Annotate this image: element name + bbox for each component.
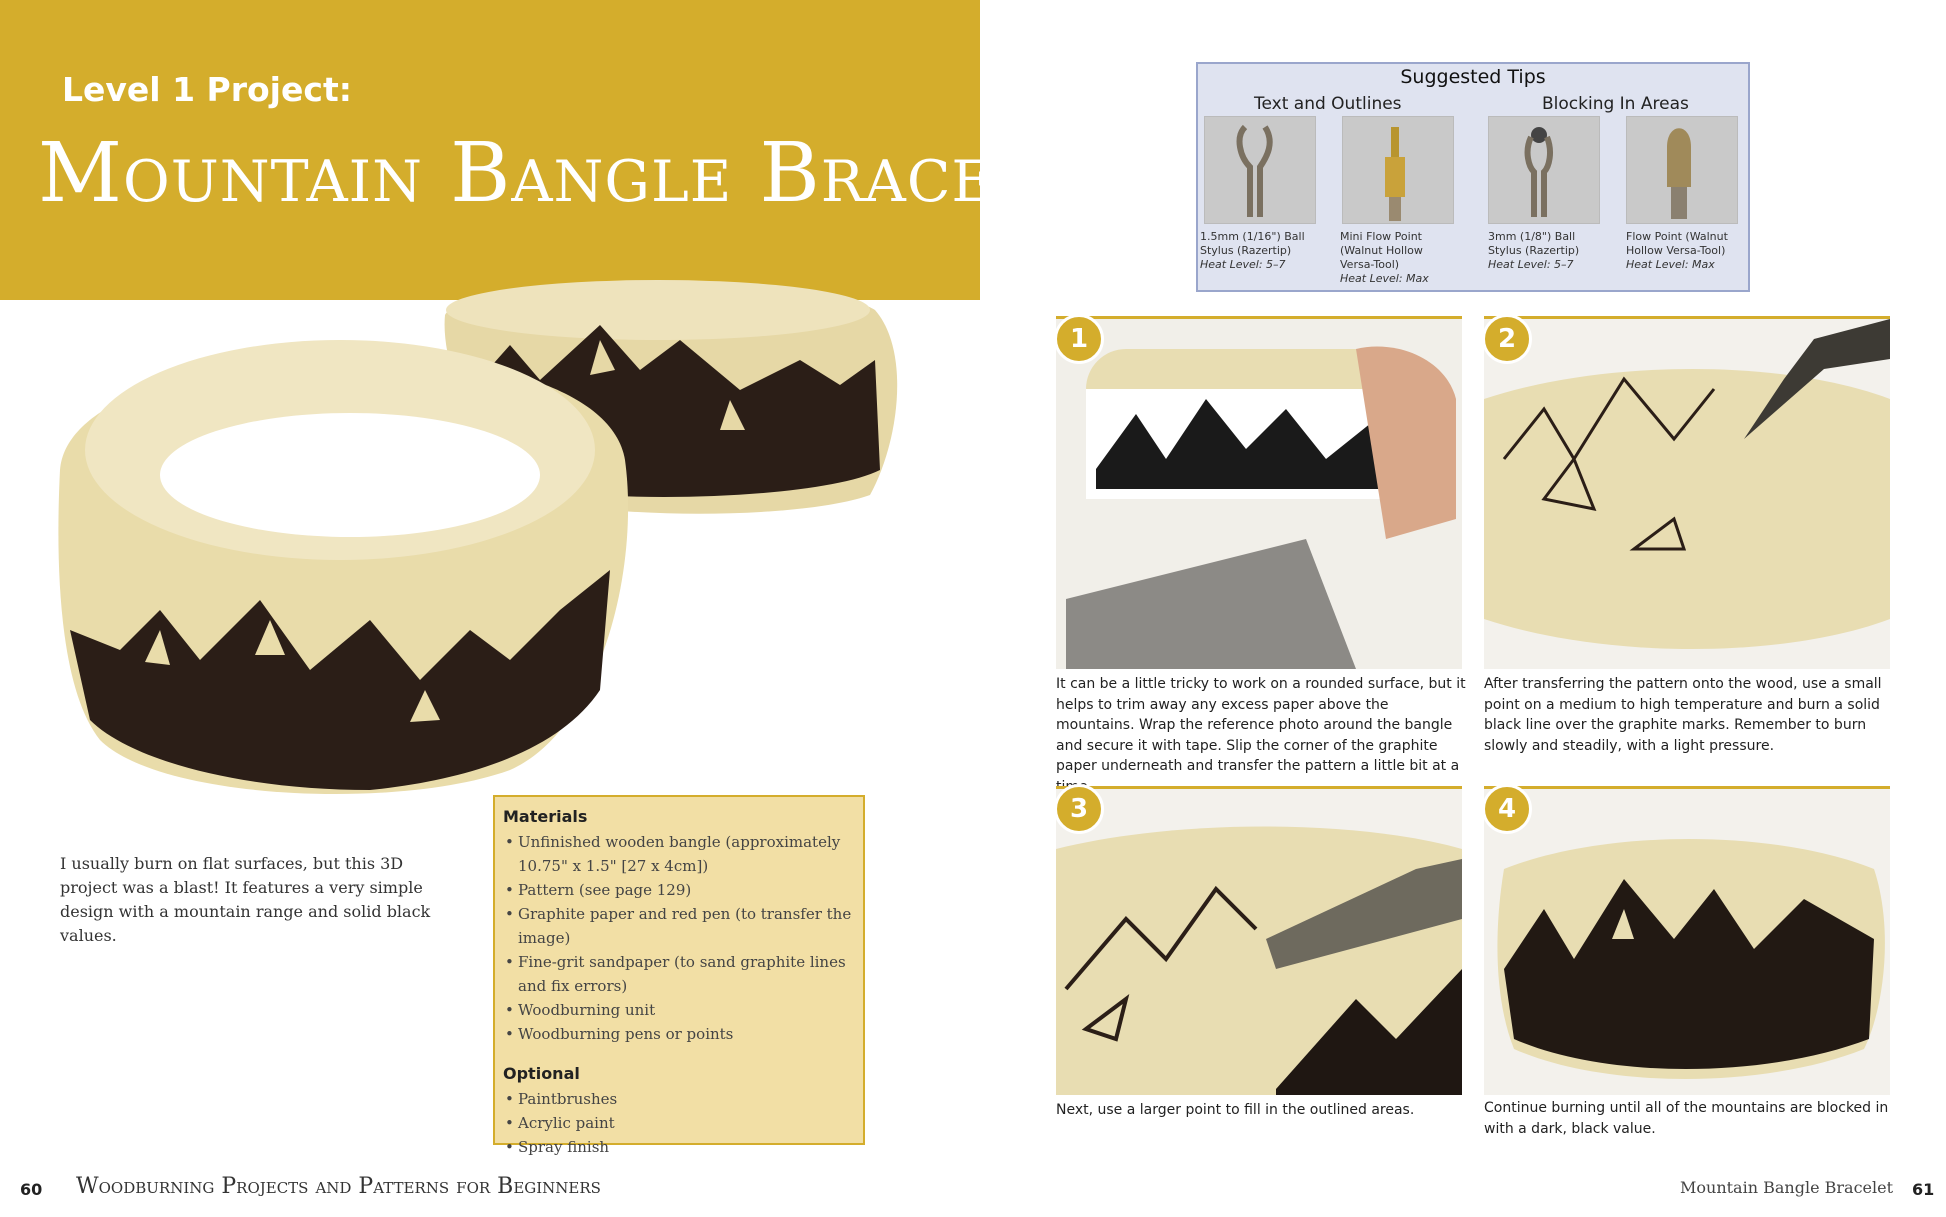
materials-item: • Unfinished wooden bangle (approximately 10.75" x 1.5" [27 x 4cm]) (503, 830, 855, 878)
tips-group-blocking: Blocking In Areas (1542, 94, 1689, 114)
materials-item: • Pattern (see page 129) (503, 878, 855, 902)
materials-item: • Graphite paper and red pen (to transfer the image) (503, 902, 855, 950)
tip-photo-ball-stylus (1204, 116, 1316, 224)
materials-heading: Materials (503, 807, 588, 826)
tip-photo-mini-flow-point (1342, 116, 1454, 224)
tip-photo-flow-point (1626, 116, 1738, 224)
running-title: Mountain Bangle Bracelet (1680, 1178, 1894, 1197)
materials-item: • Fine-grit sandpaper (to sand graphite lines and fix errors) (503, 950, 855, 998)
book-title: Woodburning Projects and Patterns for Beginners (76, 1174, 601, 1199)
front-bangle (58, 340, 628, 794)
optional-heading: Optional (503, 1064, 580, 1083)
tip-name: 3mm (1/8") Ball Stylus (Razertip) (1488, 230, 1580, 257)
tip-heat: Heat Level: Max (1340, 272, 1429, 285)
tip-name: Mini Flow Point (Walnut Hollow Versa-Tool) (1340, 230, 1423, 271)
tip-photo-ball-stylus-3mm (1488, 116, 1600, 224)
step-1-text: It can be a little tricky to work on a rounded surface, but it helps to trim away any excess paper above the mountains. Wrap the reference photo around the bangle and secure it with tape. Slip the corner of the graphite paper underneath and transfer the pattern a little bit at a (1056, 676, 1466, 774)
step-2-text: After transferring the pattern onto the wood, use a small point on a medium to high temperature and burn a solid black line over the graphite marks. Remember to burn slowly and steadily, with a light pressure. (1484, 676, 1882, 754)
tips-title: Suggested Tips (1400, 66, 1546, 88)
optional-item: • Spray finish (503, 1135, 855, 1159)
tip-name: Flow Point (Walnut Hollow Versa-Tool) (1626, 230, 1728, 257)
step-3-badge: 3 (1054, 784, 1104, 834)
level-label: Level 1 Project: (62, 70, 352, 109)
step-1-badge: 1 (1054, 314, 1104, 364)
materials-box (493, 795, 865, 1156)
page-number-right: 61 (1912, 1180, 1935, 1199)
materials-list (503, 830, 855, 1046)
tip-heat: Heat Level: 5–7 (1488, 258, 1574, 271)
tip-caption-4 (1626, 230, 1746, 272)
page-title: Mountain Bangle Bracelet (38, 126, 1115, 221)
tips-group-outlines: Text and Outlines (1254, 94, 1402, 114)
suggested-tips-box (1196, 62, 1750, 292)
step-2-photo (1484, 319, 1890, 669)
step-4-text: Continue burning until all of the mountains are blocked in with a dark, black value. (1484, 1100, 1889, 1137)
step-4-photo (1484, 789, 1890, 1095)
tip-name: 1.5mm (1/16") Ball Stylus (Razertip) (1200, 230, 1305, 257)
materials-item: • Woodburning pens or points (503, 1022, 855, 1046)
bangle-photo (40, 270, 900, 800)
page-number-left: 60 (20, 1180, 43, 1199)
tip-caption-2 (1340, 230, 1460, 286)
tip-caption-3 (1488, 230, 1608, 272)
optional-item: • Acrylic paint (503, 1111, 855, 1135)
step-1-photo (1056, 319, 1462, 669)
step-3-photo (1056, 789, 1462, 1095)
optional-list (503, 1087, 855, 1159)
tip-heat: Heat Level: Max (1626, 258, 1715, 271)
step-2-badge: 2 (1482, 314, 1532, 364)
intro-paragraph: I usually burn on flat surfaces, but this 3D project was a blast! It features a very simple design with a mountain range and solid black values. (60, 854, 431, 945)
step-4-badge: 4 (1482, 784, 1532, 834)
tip-heat: Heat Level: 5–7 (1200, 258, 1286, 271)
optional-item: • Paintbrushes (503, 1087, 855, 1111)
tip-caption-1 (1200, 230, 1320, 272)
materials-item: • Woodburning unit (503, 998, 855, 1022)
step-3-text: Next, use a larger point to fill in the outlined areas. (1056, 1102, 1415, 1118)
